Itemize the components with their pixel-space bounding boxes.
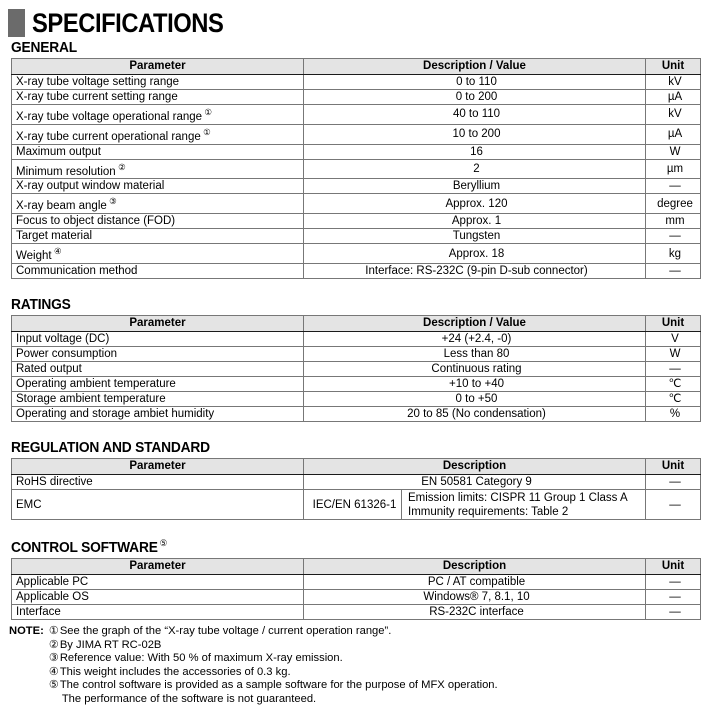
- notes-list: [49, 625, 711, 707]
- ratings-table-body: [12, 332, 701, 422]
- table-row: [12, 179, 701, 194]
- notes-block: [9, 625, 711, 707]
- general-table: [11, 58, 701, 279]
- table-row: [12, 604, 701, 619]
- cell-parameter: Communication method: [12, 264, 304, 279]
- cell-description: 20 to 85 (No condensation): [304, 407, 646, 422]
- cell-unit: kV: [646, 105, 701, 125]
- cell-parameter: Weight ④: [12, 244, 304, 264]
- column-header-unit: Unit: [646, 558, 701, 574]
- table-row-emc: [12, 490, 701, 520]
- table-header-row: [12, 558, 701, 574]
- cell-unit: %: [646, 407, 701, 422]
- cell-unit: mm: [646, 214, 701, 229]
- cell-description: Continuous rating: [304, 362, 646, 377]
- column-header-unit: Unit: [646, 459, 701, 475]
- title-accent-block: [8, 9, 25, 37]
- table-row: [12, 407, 701, 422]
- control-software-table-body: [12, 574, 701, 619]
- cell-unit: degree: [646, 194, 701, 214]
- cell-unit: µm: [646, 159, 701, 179]
- table-row: [12, 362, 701, 377]
- table-row: [12, 194, 701, 214]
- cell-description: Interface: RS-232C (9-pin D-sub connector): [304, 264, 646, 279]
- table-row: [12, 75, 701, 90]
- cell-parameter: Rated output: [12, 362, 304, 377]
- column-header-description: Description: [304, 459, 646, 475]
- cell-description: 2: [304, 159, 646, 179]
- cell-description: 16: [304, 144, 646, 159]
- column-header-parameter: Parameter: [12, 459, 304, 475]
- column-header-parameter: Parameter: [12, 316, 304, 332]
- cell-unit: kg: [646, 244, 701, 264]
- cell-unit: —: [646, 264, 701, 279]
- note-text: Reference value: With 50 % of maximum X-ray emission.: [59, 652, 343, 665]
- note-item: [49, 625, 711, 639]
- footnote-marker: ①: [202, 107, 213, 117]
- cell-unit: —: [646, 475, 701, 490]
- note-number: ⑤: [48, 679, 59, 692]
- table-row: [12, 377, 701, 392]
- general-table-body: [12, 75, 701, 279]
- note-text: By JIMA RT RC-02B: [59, 638, 162, 651]
- cell-description: 40 to 110: [304, 105, 646, 125]
- cell-description: Approx. 1: [304, 214, 646, 229]
- section-heading-control-software: [11, 538, 676, 556]
- note-number: ②: [48, 638, 59, 651]
- cell-parameter: Minimum resolution ②: [12, 159, 304, 179]
- cell-unit: —: [646, 179, 701, 194]
- cell-parameter: X-ray tube voltage operational range ①: [12, 105, 304, 125]
- cell-parameter: X-ray tube current operational range ①: [12, 124, 304, 144]
- footnote-marker: ①: [200, 126, 211, 137]
- cell-parameter: Input voltage (DC): [12, 332, 304, 347]
- cell-parameter: Maximum output: [12, 144, 304, 159]
- table-row: [12, 475, 701, 490]
- column-header-unit: Unit: [646, 59, 701, 75]
- cell-immunity-requirements: Immunity requirements: Table 2: [408, 505, 569, 518]
- cell-parameter: Power consumption: [12, 347, 304, 362]
- table-row: [12, 392, 701, 407]
- cell-parameter: Storage ambient temperature: [12, 392, 304, 407]
- cell-unit: —: [646, 574, 701, 589]
- cell-parameter: X-ray output window material: [12, 179, 304, 194]
- note-text: See the graph of the “X-ray tube voltage / current operation range”.: [59, 624, 392, 637]
- cell-description: Beryllium: [304, 179, 646, 194]
- section-heading-regulation: REGULATION AND STANDARD: [11, 440, 210, 457]
- column-header-description: Description / Value: [304, 316, 646, 332]
- note-number: ④: [48, 665, 59, 678]
- regulation-table: [11, 458, 701, 520]
- cell-unit: ℃: [646, 377, 701, 392]
- cell-standard-reference: IEC/EN 61326-1: [308, 490, 402, 519]
- cell-description: 0 to 200: [304, 90, 646, 105]
- table-row: [12, 244, 701, 264]
- footnote-marker: ②: [115, 161, 126, 172]
- footnote-marker: ④: [51, 246, 62, 257]
- note-item: [49, 679, 711, 693]
- cell-unit: —: [646, 229, 701, 244]
- cell-description: Less than 80: [304, 347, 646, 362]
- cell-description: Tungsten: [304, 229, 646, 244]
- cell-unit: V: [646, 332, 701, 347]
- cell-parameter: Focus to object distance (FOD): [12, 214, 304, 229]
- table-row: [12, 159, 701, 179]
- cell-parameter: X-ray tube current setting range: [12, 90, 304, 105]
- table-row: [12, 229, 701, 244]
- ratings-table: [11, 315, 701, 422]
- note-number: ①: [48, 624, 59, 637]
- column-header-description: Description / Value: [304, 59, 646, 75]
- page-title: SPECIFICATIONS: [32, 8, 224, 38]
- table-row: [12, 574, 701, 589]
- table-header-row: [12, 59, 701, 75]
- cell-parameter: X-ray tube voltage setting range: [12, 75, 304, 90]
- control-software-table: [11, 558, 701, 620]
- note-item: [49, 652, 711, 666]
- cell-parameter: RoHS directive: [12, 475, 304, 490]
- note-item: [49, 666, 711, 680]
- table-row: [12, 589, 701, 604]
- cell-unit: —: [646, 490, 701, 520]
- table-header-row: [12, 459, 701, 475]
- cell-description: +10 to +40: [304, 377, 646, 392]
- regulation-table-body: [12, 475, 701, 520]
- footnote-marker-5: ⑤: [159, 538, 168, 549]
- table-row: [12, 144, 701, 159]
- table-row: [12, 124, 701, 144]
- cell-description: +24 (+2.4, -0): [304, 332, 646, 347]
- cell-description: 0 to +50: [304, 392, 646, 407]
- cell-description: 0 to 110: [304, 75, 646, 90]
- cell-unit: ℃: [646, 392, 701, 407]
- note-continuation: The performance of the software is not guaranteed.: [61, 692, 317, 705]
- cell-description: Approx. 120: [304, 194, 646, 214]
- section-heading-ratings: RATINGS: [11, 297, 71, 314]
- cell-parameter: Interface: [12, 604, 304, 619]
- column-header-description: Description: [304, 558, 646, 574]
- section-heading-control-software-label: CONTROL SOFTWARE: [11, 539, 158, 556]
- column-header-parameter: Parameter: [12, 558, 304, 574]
- cell-unit: µA: [646, 90, 701, 105]
- column-header-parameter: Parameter: [12, 59, 304, 75]
- table-row: [12, 347, 701, 362]
- cell-parameter: Operating ambient temperature: [12, 377, 304, 392]
- footnote-marker: ③: [106, 196, 117, 207]
- page-title-banner: [0, 0, 711, 40]
- note-text: This weight includes the accessories of 0.3 kg.: [59, 665, 291, 678]
- section-heading-general: GENERAL: [11, 40, 78, 56]
- table-row: [12, 105, 701, 125]
- cell-unit: kV: [646, 75, 701, 90]
- cell-description: Approx. 18: [304, 244, 646, 264]
- note-number: ③: [48, 652, 59, 665]
- cell-description: EN 50581 Category 9: [304, 475, 646, 490]
- cell-unit: µA: [646, 124, 701, 144]
- cell-parameter: Applicable OS: [12, 589, 304, 604]
- cell-parameter: Applicable PC: [12, 574, 304, 589]
- cell-parameter: X-ray beam angle ③: [12, 194, 304, 214]
- note-text: The control software is provided as a sample software for the purpose of MFX operation.: [59, 679, 498, 692]
- cell-unit: —: [646, 362, 701, 377]
- table-row: [12, 332, 701, 347]
- cell-unit: W: [646, 144, 701, 159]
- cell-description: Windows® 7, 8.1, 10: [304, 589, 646, 604]
- cell-unit: —: [646, 604, 701, 619]
- table-header-row: [12, 316, 701, 332]
- cell-unit: —: [646, 589, 701, 604]
- column-header-unit: Unit: [646, 316, 701, 332]
- cell-parameter: EMC: [12, 490, 304, 520]
- notes-label: NOTE:: [9, 624, 44, 637]
- note-item: [49, 639, 711, 653]
- cell-unit: W: [646, 347, 701, 362]
- cell-parameter: Target material: [12, 229, 304, 244]
- table-row: [12, 214, 701, 229]
- cell-parameter: Operating and storage ambiet humidity: [12, 407, 304, 422]
- cell-description: PC / AT compatible: [304, 574, 646, 589]
- cell-description: 10 to 200: [304, 124, 646, 144]
- cell-description: RS-232C interface: [304, 604, 646, 619]
- cell-emission-limits: Emission limits: CISPR 11 Group 1 Class A: [408, 491, 628, 504]
- cell-description-split: [304, 490, 646, 520]
- table-row: [12, 90, 701, 105]
- table-row: [12, 264, 701, 279]
